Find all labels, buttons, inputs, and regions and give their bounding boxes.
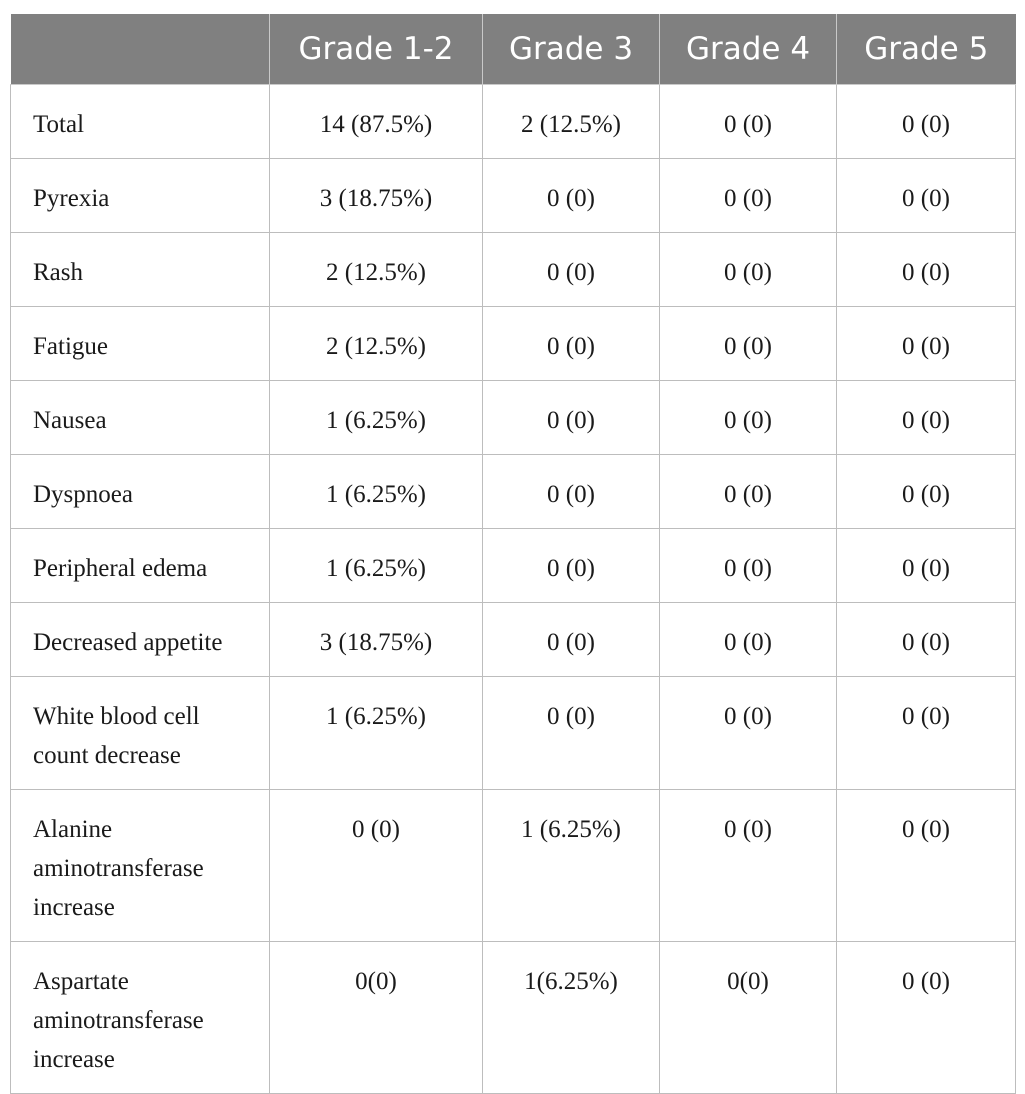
grade-1-2-cell: 0 (0) bbox=[270, 790, 483, 942]
table-header bbox=[11, 14, 1016, 85]
grade-3-cell: 1(6.25%) bbox=[483, 942, 660, 1094]
table-row bbox=[11, 307, 1016, 381]
grade-1-2-cell: 1 (6.25%) bbox=[270, 677, 483, 790]
grade-1-2-cell: 2 (12.5%) bbox=[270, 233, 483, 307]
grade-1-2-cell: 1 (6.25%) bbox=[270, 455, 483, 529]
table-row bbox=[11, 529, 1016, 603]
grade-5-cell: 0 (0) bbox=[837, 603, 1016, 677]
grade-3-cell: 0 (0) bbox=[483, 381, 660, 455]
grade-3-cell: 0 (0) bbox=[483, 677, 660, 790]
event-label: Rash bbox=[11, 233, 270, 307]
grade-4-cell: 0 (0) bbox=[660, 307, 837, 381]
grade-3-cell: 0 (0) bbox=[483, 159, 660, 233]
table-body bbox=[11, 85, 1016, 1094]
header-grade-3: Grade 3 bbox=[483, 14, 660, 85]
grade-5-cell: 0 (0) bbox=[837, 529, 1016, 603]
table-row bbox=[11, 790, 1016, 942]
grade-5-cell: 0 (0) bbox=[837, 233, 1016, 307]
grade-3-cell: 0 (0) bbox=[483, 307, 660, 381]
grade-4-cell: 0 (0) bbox=[660, 529, 837, 603]
grade-5-cell: 0 (0) bbox=[837, 677, 1016, 790]
event-label: Fatigue bbox=[11, 307, 270, 381]
grade-1-2-cell: 2 (12.5%) bbox=[270, 307, 483, 381]
grade-5-cell: 0 (0) bbox=[837, 307, 1016, 381]
event-label: Aspartate aminotransferase increase bbox=[11, 942, 270, 1094]
grade-4-cell: 0(0) bbox=[660, 942, 837, 1094]
header-event bbox=[11, 14, 270, 85]
table-row bbox=[11, 677, 1016, 790]
grade-5-cell: 0 (0) bbox=[837, 455, 1016, 529]
grade-1-2-cell: 0(0) bbox=[270, 942, 483, 1094]
table-row bbox=[11, 603, 1016, 677]
table-row bbox=[11, 455, 1016, 529]
event-label: Total bbox=[11, 85, 270, 159]
grade-1-2-cell: 3 (18.75%) bbox=[270, 159, 483, 233]
adverse-events-table bbox=[10, 14, 1016, 1094]
grade-1-2-cell: 3 (18.75%) bbox=[270, 603, 483, 677]
grade-5-cell: 0 (0) bbox=[837, 85, 1016, 159]
grade-3-cell: 2 (12.5%) bbox=[483, 85, 660, 159]
grade-4-cell: 0 (0) bbox=[660, 603, 837, 677]
header-row bbox=[11, 14, 1016, 85]
event-label: Alanine aminotransferase increase bbox=[11, 790, 270, 942]
grade-1-2-cell: 1 (6.25%) bbox=[270, 529, 483, 603]
grade-5-cell: 0 (0) bbox=[837, 381, 1016, 455]
grade-3-cell: 1 (6.25%) bbox=[483, 790, 660, 942]
grade-4-cell: 0 (0) bbox=[660, 233, 837, 307]
grade-4-cell: 0 (0) bbox=[660, 790, 837, 942]
grade-3-cell: 0 (0) bbox=[483, 233, 660, 307]
table-row bbox=[11, 381, 1016, 455]
table-row bbox=[11, 942, 1016, 1094]
grade-4-cell: 0 (0) bbox=[660, 85, 837, 159]
event-label: Pyrexia bbox=[11, 159, 270, 233]
grade-5-cell: 0 (0) bbox=[837, 942, 1016, 1094]
header-grade-5: Grade 5 bbox=[837, 14, 1016, 85]
table-row bbox=[11, 159, 1016, 233]
header-grade-1-2: Grade 1-2 bbox=[270, 14, 483, 85]
event-label: Peripheral edema bbox=[11, 529, 270, 603]
grade-3-cell: 0 (0) bbox=[483, 603, 660, 677]
event-label: Dyspnoea bbox=[11, 455, 270, 529]
grade-1-2-cell: 14 (87.5%) bbox=[270, 85, 483, 159]
event-label: Decreased appetite bbox=[11, 603, 270, 677]
grade-5-cell: 0 (0) bbox=[837, 790, 1016, 942]
grade-1-2-cell: 1 (6.25%) bbox=[270, 381, 483, 455]
grade-5-cell: 0 (0) bbox=[837, 159, 1016, 233]
header-grade-4: Grade 4 bbox=[660, 14, 837, 85]
table-row bbox=[11, 85, 1016, 159]
table-row bbox=[11, 233, 1016, 307]
grade-4-cell: 0 (0) bbox=[660, 159, 837, 233]
grade-4-cell: 0 (0) bbox=[660, 381, 837, 455]
grade-3-cell: 0 (0) bbox=[483, 529, 660, 603]
grade-4-cell: 0 (0) bbox=[660, 455, 837, 529]
event-label: Nausea bbox=[11, 381, 270, 455]
grade-4-cell: 0 (0) bbox=[660, 677, 837, 790]
event-label: White blood cell count decrease bbox=[11, 677, 270, 790]
grade-3-cell: 0 (0) bbox=[483, 455, 660, 529]
